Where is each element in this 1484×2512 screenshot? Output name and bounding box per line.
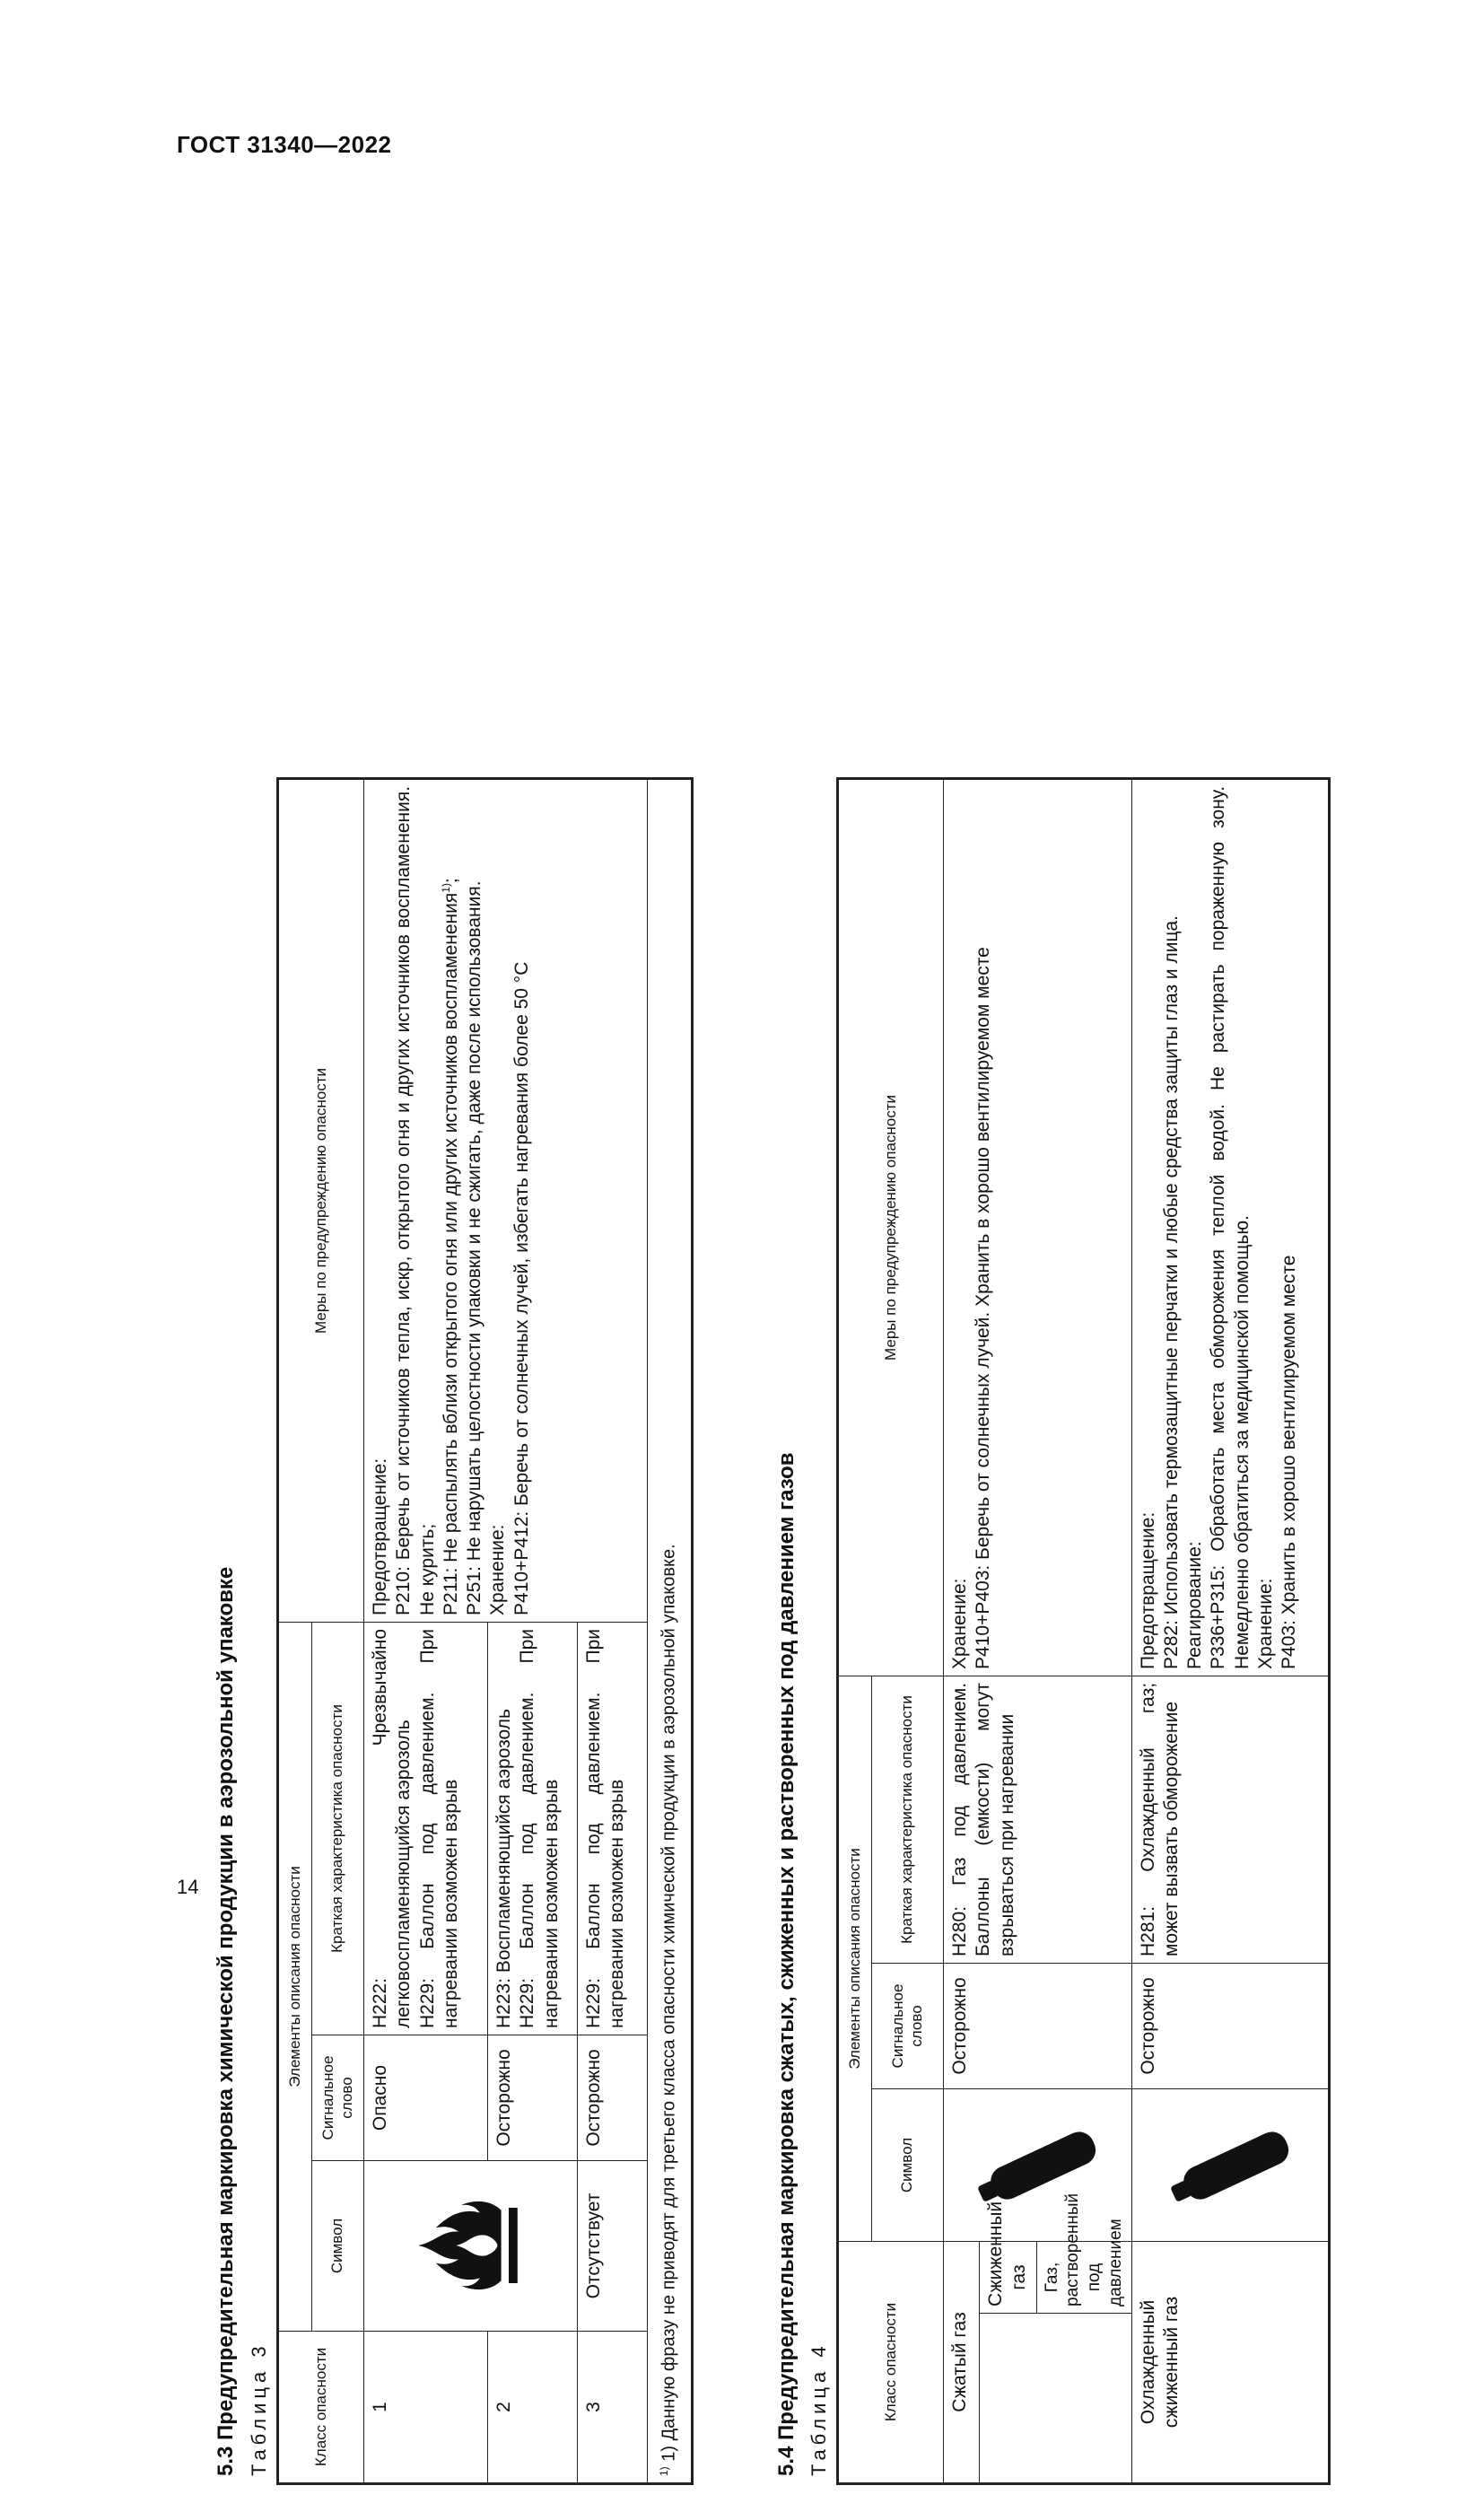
t4-header-elements: Элементы описания опасности [838,1676,872,2241]
t4-header-class: Класс опасности [838,2242,944,2484]
t3-header-precautions: Меры по предупреждению опасности [278,778,364,1622]
t4-group1-symbol [944,2089,1132,2242]
t4-header-hazard: Краткая характеристика опасности [872,1676,944,1963]
t3-prec-3-end: ; [440,878,461,884]
t4-class-indent [980,2314,1037,2484]
t4-class-refrigerated: Охлажденный сжиженный газ [1131,2242,1329,2484]
table-4-label: Таблица 4 [807,2341,830,2476]
t3-prec-3-footnote-mark: 1) [439,883,452,893]
t4-group2-prec-5: Хранение: [1254,1578,1276,1669]
t4-group2-prec-2: P282: Использовать термозащитные перчатки и любые средства защиты глаз и лица. [1160,915,1182,1669]
flame-icon [408,2184,534,2309]
t3-prec-6: P410+P412: Беречь от солнечных лучей, избегать нагревания более 50 °С [511,961,532,1615]
t3-footnote [648,778,693,2483]
t3-row3-symbol: Отсутствует [578,2161,648,2332]
t3-header-symbol: Символ [312,2161,364,2332]
t4-group2-prec-3: Реагирование: [1184,1541,1205,1669]
t4-class-dissolved: Газ, растворенный под давлением [1036,2242,1131,2314]
t3-prec-5: Хранение: [487,1524,509,1615]
t4-group1-prec-1: Хранение: [949,1578,970,1669]
t4-class-liquefied: Сжиженный газ [980,2242,1037,2314]
t3-header-elements: Элементы описания опасности [278,1622,312,2331]
t3-header-class: Класс опасности [278,2332,364,2484]
rotated-content [214,753,1407,2512]
t4-group2-hazard: H281: Охлажденный газ; может вызвать обморожение [1131,1676,1329,1963]
t3-prec-3 [440,786,463,1615]
gas-cylinder-icon [1163,2112,1297,2219]
table-4 [836,777,1331,2485]
table-3-label: Таблица 3 [248,2341,270,2476]
t3-row3-class: 3 [578,2332,648,2484]
t3-row1-signal: Опасно [364,2035,488,2161]
t3-row3-signal: Осторожно [578,2035,648,2161]
section-5-4-title: 5.4 Предупредительная маркировка сжатых, сжиженных и растворенных под давлением газов [774,1452,799,2476]
t4-group1-signal: Осторожно [944,1964,1132,2089]
t4-group2-prec-4: P336+P315: Обработать места обморожения теплой водой. Не растирать пораженную зону. Немедленно обратиться за медицинской помощью. [1208,785,1253,1669]
t4-class-indent-2 [1036,2314,1131,2484]
t3-footnote-text: 1) Данную фразу не приводят для третьего класса опасности химической продукции в аэрозольной упаковке. [659,1544,679,2462]
page-number: 14 [177,1876,199,1898]
t3-header-signal: Сигнальное слово [312,2035,364,2161]
t3-precautions [364,778,648,1622]
t3-row2-hazard-1: H223: Воспламеняющийся аэрозоль [493,1709,514,2028]
t4-group2-prec-1: Предотвращение: [1137,1511,1158,1669]
t3-row2-hazard [488,1622,578,2035]
t4-group1-precautions [944,778,1132,1676]
t3-prec-3-text: P211: Не распылять вблизи открытого огня или других источников воспламенения [440,892,461,1615]
t3-prec-4: P251: Не нарушать целостности упаковки и не сжигать, даже после использования. [464,880,484,1615]
t3-row3-hazard: H229: Баллон под давлением. При нагревании возможен взрыв [578,1622,648,2035]
t4-header-signal: Сигнальное слово [872,1964,944,2089]
t3-row1-symbol [364,2161,578,2332]
t4-group2-signal: Осторожно [1131,1964,1329,2089]
t3-row1-class: 1 [364,2332,488,2484]
t4-group2-symbol [1131,2089,1329,2242]
t3-row2-class: 2 [488,2332,578,2484]
t4-class-compressed: Сжатый газ [944,2242,980,2484]
gas-cylinder-icon [970,2112,1104,2219]
t3-prec-1: Предотвращение: [370,1457,390,1615]
t4-header-symbol: Символ [872,2089,944,2242]
t3-row2-hazard-2: H229: Баллон под давлением. При нагревании возможен взрыв [517,1628,562,2028]
t3-header-hazard: Краткая характеристика опасности [312,1622,364,2035]
t3-row1-hazard-1: H222: Чрезвычайно легковоспламеняющийся аэрозоль [370,1628,415,2028]
t4-group2-precautions [1131,778,1329,1676]
section-5-3-title: 5.3 Предупредительная маркировка химической продукции в аэрозольной упаковке [214,1566,238,2476]
t4-header-precautions: Меры по предупреждению опасности [838,778,944,1676]
t4-group2-prec-6: P403: Хранить в хорошо вентилируемом месте [1279,1255,1299,1669]
t4-group1-hazard: H280: Газ под давлением. Баллоны (емкости) могут взрываться при нагревании [944,1676,1132,1963]
document-header: ГОСТ 31340—2022 [177,131,392,158]
t3-prec-2: P210: Беречь от источников тепла, искр, открытого огня и других источников воспламенения. Не курить; [393,785,438,1615]
t4-group1-prec-2: P410+P403: Беречь от солнечных лучей. Хранить в хорошо вентилируемом месте [973,947,994,1669]
table-3 [276,777,694,2485]
t3-row1-hazard [364,1622,488,2035]
t3-row2-signal: Осторожно [488,2035,578,2161]
t3-footnote-mark: 1) [658,2466,671,2476]
t3-row1-hazard-2: H229: Баллон под давлением. При нагревании возможен взрыв [416,1628,461,2028]
